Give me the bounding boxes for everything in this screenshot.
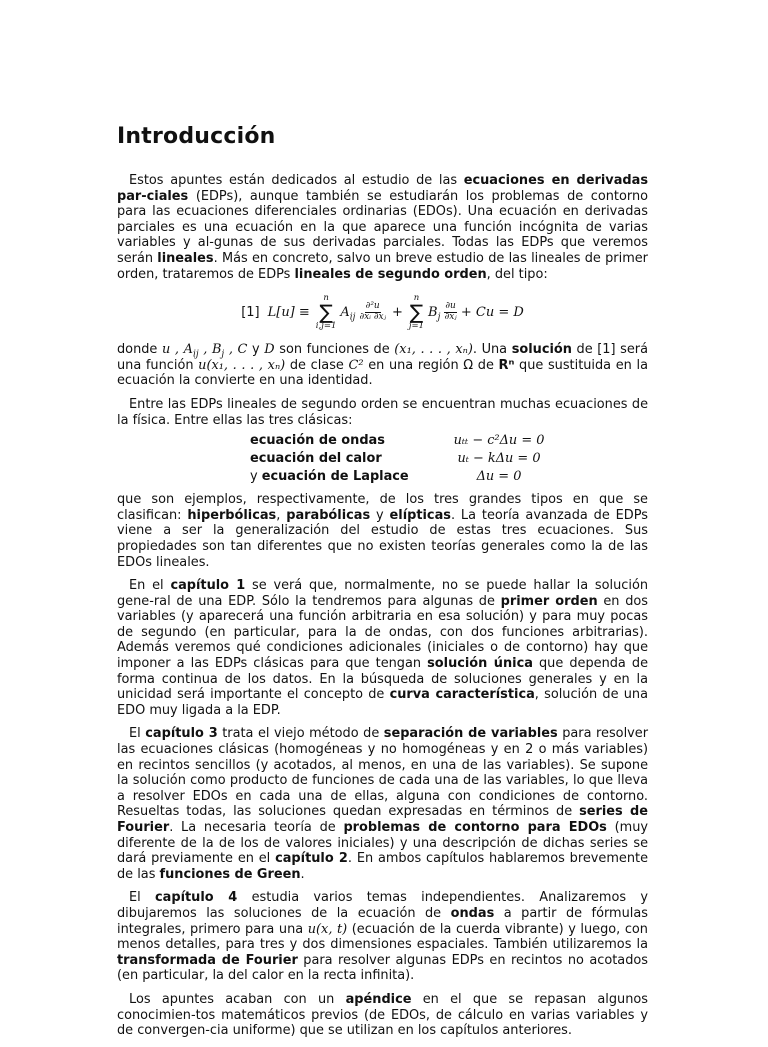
coef-a	[340, 304, 356, 323]
text-run: (muy diferente de la de los de valores iniciales) y una descripción de dichas series se dará previamente en el	[117, 820, 649, 867]
case-label: ecuación de Laplace	[261, 469, 409, 485]
bold-term: elípticas	[389, 507, 451, 523]
text-run: para resolver las ecuaciones clásicas (homogéneas y no homogéneas y en 2 o más variables) en recintos sencillos (y acotados, al menos, en una de las variables). Se supone la solución como producto de funciones de cada una de las variables, lo que lleva a resolver EDOs en cada una de ellas, alguna con condiciones de contorno. Resueltas todas, las soluciones quedan expresadas en términos de	[117, 726, 649, 820]
text-run: En el	[129, 578, 171, 594]
paragraph-intro	[117, 173, 648, 282]
case-equation: uₜ − kΔu = 0	[457, 451, 541, 467]
text-run: en dos variables (y aparecerá una función arbitraria en esa solución) y para muy pocas de segundo (en particular, para la de ondas, con dos funciones arbitrarias). Además veremos qué condiciones adicionales (iniciales o de contorno) hay que imponer a las EDPs clásicas para que tengan	[117, 593, 648, 672]
math-run: , C	[224, 342, 248, 358]
text-run: estudia varios temas independientes. Analizaremos y dibujaremos las soluciones de la ecuación de	[117, 890, 648, 921]
bold-term: transformada de Fourier	[117, 952, 298, 968]
math-run: u(x, t)	[307, 921, 348, 937]
text-run: (ecuación de la cuerda vibrante) y luego, con menos detalles, para tres y dos dimensiones espaciales. También utilizaremos la	[117, 921, 648, 953]
bold-term: ondas	[450, 905, 495, 921]
bold-term: funciones de Green	[159, 866, 301, 882]
bold-term: parabólicas	[286, 507, 371, 523]
bold-term: problemas de contorno para EDOs	[343, 820, 607, 835]
equation-lhs: L[u] ≡	[267, 304, 310, 320]
math-sub: ij	[192, 349, 199, 360]
text-run: a partir de fórmulas integrales, primero para una	[117, 905, 648, 937]
text-run: , del tipo:	[486, 266, 548, 282]
text-run: Estos apuntes están dedicados al estudio de las	[129, 173, 464, 188]
summation-1	[316, 294, 337, 331]
sigma-icon: ∑	[409, 300, 424, 325]
text-run: donde	[117, 342, 162, 358]
text-run: que dependa de forma continua de los datos. En la búsqueda de soluciones generales y en la unicidad será importante el concepto de	[117, 656, 648, 703]
bold-term: primer orden	[500, 593, 598, 609]
paragraph-classics: Entre las EDPs lineales de segundo orden se encuentran muchas ecuaciones de la física. Entre ellas las tres clásicas:	[117, 396, 648, 428]
paragraph-chapter-3	[117, 726, 648, 882]
classic-equation-row	[117, 450, 648, 468]
text-run: y	[370, 507, 390, 523]
fraction-2	[444, 302, 456, 323]
summation-2	[409, 294, 424, 331]
bold-term: curva característica	[389, 687, 535, 703]
text-run: para resolver algunas EDPs en recintos no acotados (en particular, la del calor en la recta infinita).	[117, 952, 648, 984]
bold-term: capítulo 4	[155, 890, 238, 906]
text-run: , solución de una EDO muy ligada a la EDP.	[117, 687, 648, 718]
fraction-numerator: ∂u	[445, 300, 456, 311]
sum-upper: n	[413, 292, 420, 303]
fraction-numerator: ∂²u	[365, 300, 380, 311]
text-run: se verá que, normalmente, no se puede hallar la solución gene-ral de una EDP. Sólo la tendremos para algunas de	[117, 578, 648, 609]
sum-lower: j=1	[408, 321, 425, 332]
sum-upper: n	[323, 292, 329, 303]
math-run: u(x₁, . . . , xₙ)	[198, 357, 286, 373]
text-run: .	[300, 866, 305, 882]
case-prefix: y	[250, 469, 262, 485]
text-run: son funciones de	[274, 342, 395, 358]
text-run: El	[129, 726, 146, 742]
text-run: en una región Ω de	[363, 357, 499, 373]
bold-term: series de Fourier	[117, 804, 648, 835]
plus-sign: +	[391, 304, 403, 320]
classic-equation-row	[117, 432, 648, 450]
math-sub: j	[221, 349, 225, 360]
bold-term: capítulo 3	[145, 726, 218, 742]
text-run: . Más en concreto, salvo un breve estudio de las lineales de primer orden, trataremos de EDPs	[117, 250, 648, 282]
text-run: . Una	[472, 342, 512, 358]
coef-b-sub: j	[437, 312, 441, 323]
text-run: en el que se repasan algunos conocimien-tos matemáticos previos (de EDOs, de cálculo en varias variables y de convergen-cia uniforme) que se utilizan en los capítulos anteriores.	[117, 991, 648, 1039]
bold-term: hiperbólicas	[187, 507, 277, 523]
equation-1	[117, 290, 648, 334]
page-title: Introducción	[117, 124, 276, 149]
text-run: que sustituida en la ecuación la convierte en una identidad.	[117, 357, 648, 389]
text-run: . En ambos capítulos hablaremos brevemente de las	[117, 851, 649, 882]
text-run: . La necesaria teoría de	[169, 820, 344, 835]
text-run: ,	[276, 507, 287, 523]
text-run: de clase	[285, 357, 349, 373]
bold-term: solución única	[427, 656, 533, 672]
coef-b	[428, 304, 441, 323]
math-run: , B	[198, 342, 222, 358]
bold-term: separación de variables	[383, 726, 558, 742]
bold-term: solución	[511, 342, 572, 358]
bold-term: apéndice	[345, 991, 412, 1007]
text-run: y	[247, 342, 265, 358]
bold-term: lineales	[157, 250, 214, 266]
text-run: (EDPs), aunque también se estudiarán los problemas de contorno para las ecuaciones diferenciales ordinarias (EDOs). Una ecuación en derivadas parciales es una ecuación en la que aparece una función incógnita de varias variables y al-gunas de sus derivadas parciales. Todas las EDPs que veremos serán	[117, 188, 648, 266]
coef-b-letter: B	[428, 304, 438, 320]
text-run: Los apuntes acaban con un	[129, 991, 346, 1007]
fraction-denominator: ∂xⱼ	[444, 311, 457, 322]
text-run: que son ejemplos, respectivamente, de los tres grandes tipos en que se clasifican:	[117, 492, 648, 523]
text-run: El	[129, 890, 156, 906]
case-equation: uₜₜ − c²Δu = 0	[453, 433, 545, 449]
coef-a-letter: A	[340, 304, 350, 320]
coef-a-sub: ij	[349, 312, 356, 323]
equation-rhs: + Cu = D	[460, 304, 524, 320]
paragraph-chapter-4	[117, 890, 648, 984]
bold-term: ecuaciones en derivadas par-ciales	[117, 173, 649, 204]
paragraph-appendix	[117, 992, 648, 1039]
equation-tag: [1]	[241, 304, 260, 320]
case-label: ecuación de ondas	[250, 433, 385, 449]
paragraph-types	[117, 492, 648, 570]
math-run: u , A	[161, 342, 193, 358]
text-run: . La teoría avanzada de EDPs viene a ser la generalización del estudio de estas tres ecuaciones. Sus propiedades son tan diferentes que no existen teorías generales como la de las EDOs lineales.	[117, 507, 648, 570]
bold-term: capítulo 2	[275, 851, 348, 867]
math-run: (x₁, . . . , xₙ)	[394, 342, 473, 358]
fraction-1	[359, 302, 386, 323]
document-page	[117, 124, 648, 1047]
classic-equation-row	[117, 468, 648, 486]
text-run: trata el viejo método de	[217, 726, 384, 742]
bold-term: lineales de segundo orden	[294, 266, 487, 282]
sum-lower: i,j=1	[315, 321, 337, 332]
bold-term: capítulo 1	[170, 578, 246, 594]
case-equation: Δu = 0	[476, 469, 522, 485]
text-run: de [1] será una función	[117, 342, 649, 373]
math-run: C²	[348, 357, 364, 373]
classic-equations	[117, 432, 648, 486]
paragraph-chapter-1	[117, 578, 648, 718]
case-label: ecuación del calor	[250, 451, 382, 467]
paragraph-definitions	[117, 342, 648, 389]
fraction-denominator: ∂xᵢ ∂xⱼ	[359, 311, 386, 322]
math-run: D	[264, 342, 275, 358]
sigma-icon: ∑	[319, 300, 333, 325]
bold-term: Rⁿ	[498, 357, 515, 373]
